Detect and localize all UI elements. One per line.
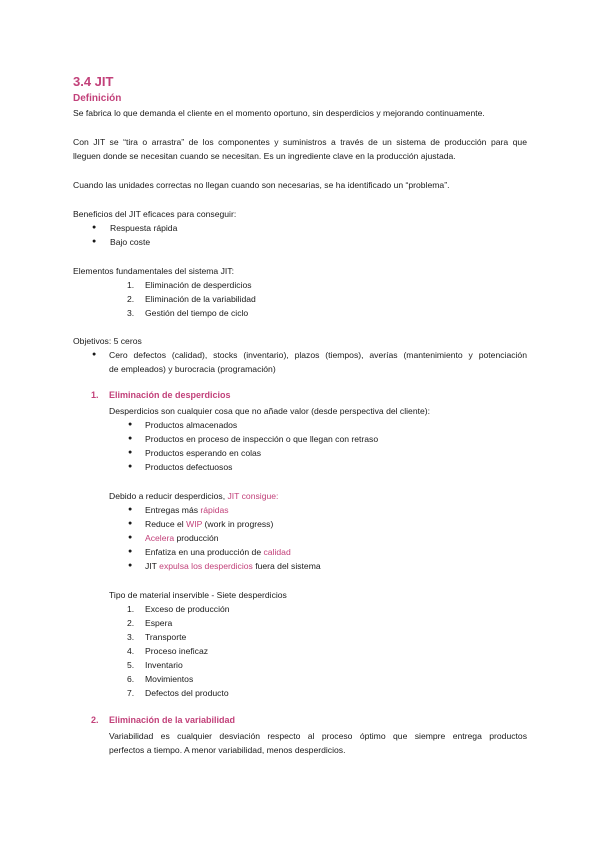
bullet-icon: ● xyxy=(128,548,133,555)
list-item: Enfatiza en una producción de calidad xyxy=(145,547,291,557)
paragraph-definition: Se fabrica lo que demanda el cliente en el momento oportuno, sin desperdicios y mejorando continuamente. xyxy=(73,108,485,118)
list-item: Respuesta rápida xyxy=(110,223,178,233)
list-item: Movimientos xyxy=(145,674,194,684)
bullet-icon: ● xyxy=(92,238,97,245)
waste-intro: Desperdicios son cualquier cosa que no añade valor (desde perspectiva del cliente): xyxy=(109,406,431,416)
list-number: 2. xyxy=(127,294,135,304)
list-item: Transporte xyxy=(145,632,187,642)
list-item: Productos almacenados xyxy=(145,420,238,430)
variability-line-1: Variabilidad es cualquier desviación respecto al proceso óptimo que siempre entrega productos xyxy=(109,731,527,741)
list-item: Inventario xyxy=(145,660,183,670)
jit-achieves: JIT consigue: xyxy=(227,491,279,501)
list-number: 4. xyxy=(127,646,135,656)
waste-types-title: Tipo de material inservible - Siete desperdicios xyxy=(109,590,287,600)
section-1-heading: Eliminación de desperdicios xyxy=(109,390,231,400)
definition-heading: Definición xyxy=(73,93,122,104)
objectives-line-2: de empleados) y burocracia (programación) xyxy=(109,364,276,374)
list-item: Acelera producción xyxy=(145,533,219,543)
section-number: 1. xyxy=(91,390,99,400)
bullet-icon: ● xyxy=(128,421,133,428)
variability-line-2: perfectos a tiempo. A menor variabilidad, menos desperdicios. xyxy=(109,745,346,755)
list-item: Gestión del tiempo de ciclo xyxy=(145,308,249,318)
section-title: 3.4 JIT xyxy=(73,74,114,89)
list-item: Eliminación de desperdicios xyxy=(145,280,252,290)
list-number: 1. xyxy=(127,604,135,614)
paragraph-pull-line-2: lleguen donde se necesitan cuando se necesitan. Es un ingrediente clave en la producción ajustada. xyxy=(73,151,456,161)
section-number: 2. xyxy=(91,715,99,725)
list-item: Bajo coste xyxy=(110,237,151,247)
benefits-title: Beneficios del JIT eficaces para conseguir: xyxy=(73,209,237,219)
objectives-title: Objetivos: 5 ceros xyxy=(73,336,142,346)
list-item: Proceso ineficaz xyxy=(145,646,209,656)
bullet-icon: ● xyxy=(92,224,97,231)
objectives-line-1: Cero defectos (calidad), stocks (inventario), plazos (tiempos), averías (mantenimiento y potenciación xyxy=(109,350,527,360)
list-item: JIT expulsa los desperdicios fuera del sistema xyxy=(145,561,321,571)
list-item: Eliminación de la variabilidad xyxy=(145,294,256,304)
bullet-icon: ● xyxy=(92,351,97,358)
elements-title: Elementos fundamentales del sistema JIT: xyxy=(73,266,234,276)
list-number: 3. xyxy=(127,632,135,642)
reduce-lead: Debido a reducir desperdicios, xyxy=(109,491,228,501)
list-number: 1. xyxy=(127,280,135,290)
list-item: Exceso de producción xyxy=(145,604,230,614)
list-number: 5. xyxy=(127,660,135,670)
list-item: Productos defectuosos xyxy=(145,462,233,472)
list-number: 6. xyxy=(127,674,135,684)
list-item: Defectos del producto xyxy=(145,688,229,698)
bullet-icon: ● xyxy=(128,506,133,513)
bullet-icon: ● xyxy=(128,463,133,470)
bullet-icon: ● xyxy=(128,562,133,569)
list-number: 3. xyxy=(127,308,135,318)
list-item: Productos en proceso de inspección o que llegan con retraso xyxy=(145,434,379,444)
list-item: Entregas más rápidas xyxy=(145,505,229,515)
bullet-icon: ● xyxy=(128,435,133,442)
list-item: Reduce el WIP (work in progress) xyxy=(145,519,274,529)
section-2-heading: Eliminación de la variabilidad xyxy=(109,715,236,725)
bullet-icon: ● xyxy=(128,534,133,541)
list-item: Espera xyxy=(145,618,173,628)
bullet-icon: ● xyxy=(128,520,133,527)
list-number: 2. xyxy=(127,618,135,628)
paragraph-problem: Cuando las unidades correctas no llegan cuando son necesarias, se ha identificado un “problema”. xyxy=(73,180,450,190)
bullet-icon: ● xyxy=(128,449,133,456)
reduce-intro xyxy=(109,490,278,502)
paragraph-pull-line-1: Con JIT se “tira o arrastra” de los componentes y suministros a través de un sistema de producción para que xyxy=(73,137,527,147)
list-item: Productos esperando en colas xyxy=(145,448,262,458)
list-number: 7. xyxy=(127,688,135,698)
